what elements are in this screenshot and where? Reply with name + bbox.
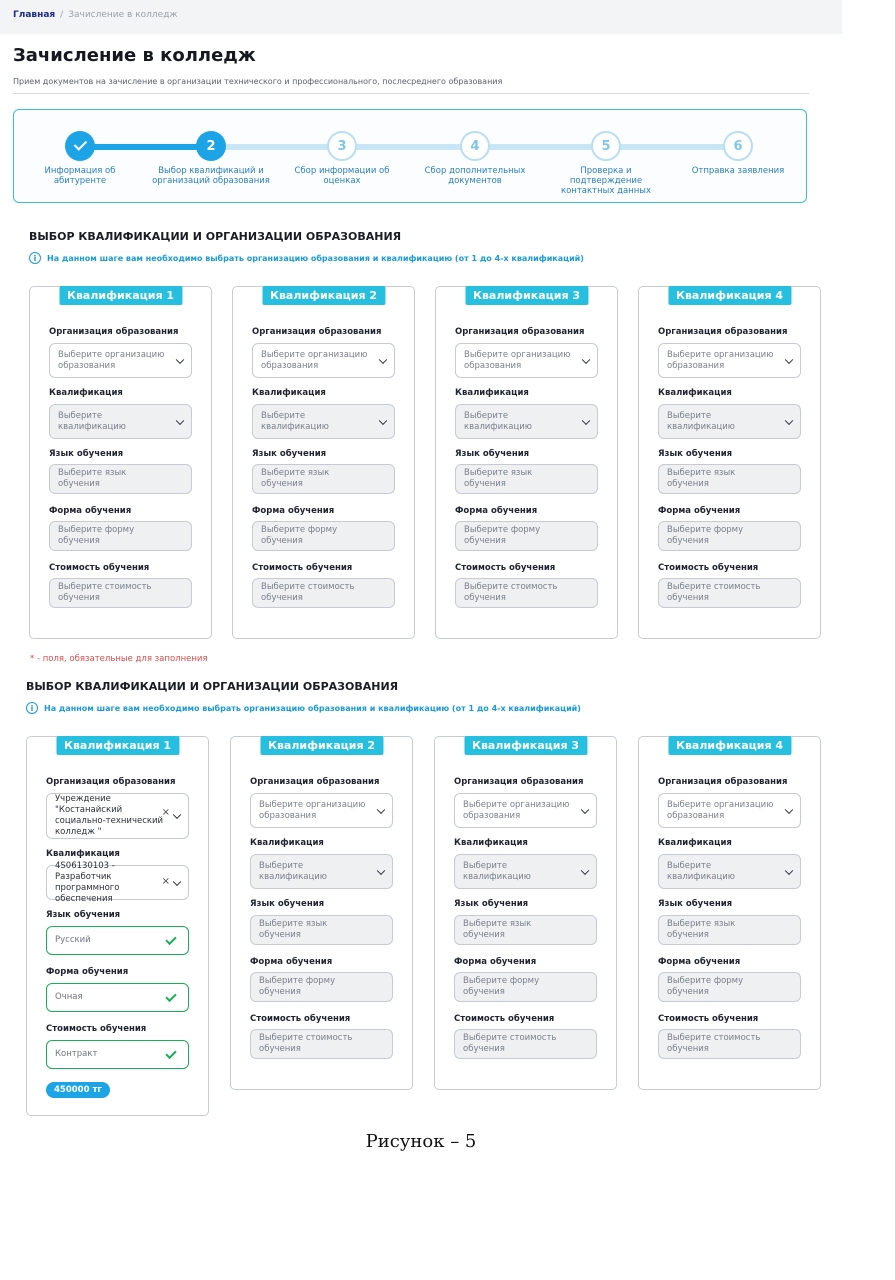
chevron-down-icon: [785, 355, 793, 363]
qual-placeholder: Выберите квалификацию: [261, 410, 329, 432]
stepper-track-done: [80, 144, 211, 150]
qual-select[interactable]: [454, 854, 597, 889]
org-placeholder: Выберите организацию образования: [464, 349, 571, 371]
org-placeholder: Выберите организацию образования: [58, 349, 165, 371]
org-select[interactable]: [250, 793, 393, 828]
org-label: Организация образования: [252, 327, 382, 337]
lang-label: Язык обучения: [250, 899, 325, 909]
lang-label: Язык обучения: [49, 449, 124, 459]
qualification-card-3: [435, 286, 618, 639]
lang-select[interactable]: [455, 464, 598, 494]
org-select[interactable]: [252, 343, 395, 378]
org-label: Организация образования: [658, 327, 788, 337]
form-label: Форма обучения: [46, 967, 129, 977]
form-placeholder: Выберите форму обучения: [58, 525, 135, 546]
lang-placeholder: Выберите язык обучения: [463, 919, 532, 940]
form-label: Форма обучения: [455, 506, 538, 516]
qual-label: Квалификация: [455, 388, 529, 398]
step-5-label: Проверка и подтверждение контактных данных: [560, 166, 652, 196]
qualification-card-4: [638, 736, 821, 1090]
clear-icon[interactable]: ×: [161, 807, 170, 819]
step-1-circle[interactable]: [65, 131, 95, 161]
qual-select[interactable]: [250, 854, 393, 889]
chevron-down-icon: [173, 877, 181, 885]
lang-value: Русский: [55, 935, 91, 945]
page-title: Зачисление в колледж: [13, 45, 256, 66]
chevron-down-icon: [176, 416, 184, 424]
chevron-down-icon: [785, 416, 793, 424]
cost-placeholder: Выберите стоимость обучения: [667, 582, 761, 603]
cost-placeholder: Выберите стоимость обучения: [58, 582, 152, 603]
info-icon: i: [29, 252, 41, 264]
check-icon: [73, 137, 86, 150]
qual-select[interactable]: [46, 860, 189, 904]
required-fields-note: * - поля, обязательные для заполнения: [30, 654, 208, 664]
org-select[interactable]: [49, 343, 192, 378]
org-label: Организация образования: [455, 327, 585, 337]
form-placeholder: Выберите форму обучения: [464, 525, 541, 546]
org-placeholder: Выберите организацию образования: [667, 799, 774, 821]
figure-caption: Рисунок – 5: [365, 1131, 477, 1152]
form-label: Форма обучения: [658, 506, 741, 516]
form-select[interactable]: [455, 521, 598, 551]
chevron-down-icon: [785, 866, 793, 874]
qualification-card-1: [29, 286, 212, 639]
info-text: На данном шаге вам необходимо выбрать организацию образования и квалификацию (от 1 до 4-х квалификаций): [44, 703, 581, 713]
card-badge: Квалификация 1: [59, 286, 182, 305]
cost-label: Стоимость обучения: [49, 563, 150, 573]
qual-placeholder: Выберите квалификацию: [464, 410, 532, 432]
form-select[interactable]: [658, 972, 801, 1002]
breadcrumb-separator: /: [60, 10, 64, 20]
form-placeholder: Выберите форму обучения: [667, 525, 744, 546]
lang-select[interactable]: [658, 464, 801, 494]
cost-placeholder: Выберите стоимость обучения: [261, 582, 355, 603]
form-label: Форма обучения: [658, 957, 741, 967]
divider: [13, 93, 809, 94]
form-value: Очная: [55, 992, 83, 1002]
lang-label: Язык обучения: [658, 899, 733, 909]
qualification-card-4: [638, 286, 821, 639]
org-select[interactable]: [658, 793, 801, 828]
org-value: Учреждение "Костанайский социально-технический колледж ": [55, 794, 164, 837]
breadcrumb-home-link[interactable]: Главная: [13, 10, 56, 20]
form-label: Форма обучения: [49, 506, 132, 516]
org-select[interactable]: [454, 793, 597, 828]
lang-label: Язык обучения: [454, 899, 529, 909]
check-icon: [165, 990, 176, 1001]
cost-select[interactable]: [454, 1029, 597, 1059]
qual-placeholder: Выберите квалификацию: [259, 860, 327, 882]
qual-label: Квалификация: [658, 838, 732, 848]
step-1-label: Информация об абитуренте: [44, 166, 116, 186]
check-icon: [165, 1047, 176, 1058]
price-badge: 450000 тг: [46, 1082, 110, 1098]
org-label: Организация образования: [658, 777, 788, 787]
cost-select[interactable]: [252, 578, 395, 608]
cost-label: Стоимость обучения: [46, 1024, 147, 1034]
cost-placeholder: Выберите стоимость обучения: [463, 1033, 557, 1054]
form-select[interactable]: [250, 972, 393, 1002]
form-label: Форма обучения: [454, 957, 537, 967]
card-badge: Квалификация 3: [465, 286, 588, 305]
cost-label: Стоимость обучения: [658, 1014, 759, 1024]
step-6-circle[interactable]: 6: [723, 131, 753, 161]
qual-label: Квалификация: [454, 838, 528, 848]
lang-select[interactable]: [658, 915, 801, 945]
lang-label: Язык обучения: [658, 449, 733, 459]
step-2-label: Выбор квалификаций и организаций образования: [152, 166, 270, 186]
qual-label: Квалификация: [49, 388, 123, 398]
form-placeholder: Выберите форму обучения: [261, 525, 338, 546]
org-select[interactable]: [658, 343, 801, 378]
qual-label: Квалификация: [252, 388, 326, 398]
chevron-down-icon: [377, 805, 385, 813]
card-badge: Квалификация 3: [464, 736, 587, 755]
form-label: Форма обучения: [250, 957, 333, 967]
qualification-card-2: [232, 286, 415, 639]
qual-select[interactable]: [49, 404, 192, 439]
card-badge: Квалификация 4: [668, 736, 791, 755]
form-select[interactable]: [252, 521, 395, 551]
cost-select[interactable]: [49, 578, 192, 608]
card-badge: Квалификация 1: [56, 736, 179, 755]
cost-label: Стоимость обучения: [454, 1014, 555, 1024]
lang-placeholder: Выберите язык обучения: [259, 919, 328, 940]
qual-value: 4S06130103 - Разработчик программного обеспечения: [55, 860, 120, 904]
org-label: Организация образования: [250, 777, 380, 787]
cost-label: Стоимость обучения: [252, 563, 353, 573]
lang-placeholder: Выберите язык обучения: [667, 468, 736, 489]
qual-select[interactable]: [658, 404, 801, 439]
form-select[interactable]: [658, 521, 801, 551]
qualification-card-1-filled: [26, 736, 209, 1116]
qual-placeholder: Выберите квалификацию: [667, 410, 735, 432]
qual-label: Квалификация: [46, 849, 120, 859]
cost-select[interactable]: [455, 578, 598, 608]
lang-label: Язык обучения: [252, 449, 327, 459]
chevron-down-icon: [582, 355, 590, 363]
card-badge: Квалификация 2: [262, 286, 385, 305]
info-icon: i: [26, 702, 38, 714]
cost-label: Стоимость обучения: [658, 563, 759, 573]
lang-select[interactable]: [49, 464, 192, 494]
org-placeholder: Выберите организацию образования: [261, 349, 368, 371]
form-label: Форма обучения: [252, 506, 335, 516]
chevron-down-icon: [379, 355, 387, 363]
chevron-down-icon: [581, 805, 589, 813]
page-subtitle: Прием документов на зачисление в организации технического и профессионального, послесреднего образования: [13, 77, 503, 86]
qual-placeholder: Выберите квалификацию: [463, 860, 531, 882]
cost-label: Стоимость обучения: [250, 1014, 351, 1024]
lang-placeholder: Выберите язык обучения: [667, 919, 736, 940]
cost-placeholder: Выберите стоимость обучения: [667, 1033, 761, 1054]
cost-select[interactable]: [658, 578, 801, 608]
org-select[interactable]: [455, 343, 598, 378]
qual-select[interactable]: [252, 404, 395, 439]
qual-select[interactable]: [455, 404, 598, 439]
form-placeholder: Выберите форму обучения: [259, 976, 336, 997]
qualification-card-3: [434, 736, 617, 1090]
qualification-card-2: [230, 736, 413, 1090]
chevron-down-icon: [377, 866, 385, 874]
qual-select[interactable]: [658, 854, 801, 889]
step-4-circle[interactable]: 4: [460, 131, 490, 161]
info-note: [26, 702, 581, 714]
chevron-down-icon: [379, 416, 387, 424]
form-select[interactable]: [49, 521, 192, 551]
lang-select[interactable]: [454, 915, 597, 945]
step-3-circle[interactable]: 3: [327, 131, 357, 161]
qual-placeholder: Выберите квалификацию: [58, 410, 126, 432]
cost-select[interactable]: [658, 1029, 801, 1059]
cost-select[interactable]: [250, 1029, 393, 1059]
chevron-down-icon: [173, 811, 181, 819]
info-text: На данном шаге вам необходимо выбрать организацию образования и квалификацию (от 1 до 4-х квалификаций): [47, 253, 584, 263]
check-icon: [165, 933, 176, 944]
card-badge: Квалификация 2: [260, 736, 383, 755]
cost-placeholder: Выберите стоимость обучения: [259, 1033, 353, 1054]
card-badge: Квалификация 4: [668, 286, 791, 305]
org-label: Организация образования: [46, 777, 176, 787]
chevron-down-icon: [581, 866, 589, 874]
lang-select[interactable]: [250, 915, 393, 945]
step-5-circle[interactable]: 5: [591, 131, 621, 161]
org-placeholder: Выберите организацию образования: [667, 349, 774, 371]
org-label: Организация образования: [454, 777, 584, 787]
clear-icon[interactable]: ×: [161, 875, 170, 887]
qual-label: Квалификация: [250, 838, 324, 848]
lang-select[interactable]: [46, 926, 189, 955]
org-select[interactable]: [46, 793, 189, 839]
section-title: ВЫБОР КВАЛИФИКАЦИИ И ОРГАНИЗАЦИИ ОБРАЗОВАНИЯ: [29, 230, 402, 243]
cost-value: Контракт: [55, 1049, 98, 1059]
org-label: Организация образования: [49, 327, 179, 337]
section-title: ВЫБОР КВАЛИФИКАЦИИ И ОРГАНИЗАЦИИ ОБРАЗОВАНИЯ: [26, 680, 399, 693]
info-note: [29, 252, 584, 264]
step-4-label: Сбор дополнительных документов: [424, 166, 526, 186]
cost-label: Стоимость обучения: [455, 563, 556, 573]
lang-label: Язык обучения: [455, 449, 530, 459]
org-placeholder: Выберите организацию образования: [259, 799, 366, 821]
form-placeholder: Выберите форму обучения: [463, 976, 540, 997]
step-3-label: Сбор информации об оценках: [294, 166, 390, 186]
lang-label: Язык обучения: [46, 910, 121, 920]
cost-placeholder: Выберите стоимость обучения: [464, 582, 558, 603]
qual-placeholder: Выберите квалификацию: [667, 860, 735, 882]
form-select[interactable]: [46, 983, 189, 1012]
form-select[interactable]: [454, 972, 597, 1002]
cost-select[interactable]: [46, 1040, 189, 1069]
step-6-label: Отправка заявления: [691, 166, 785, 176]
lang-select[interactable]: [252, 464, 395, 494]
chevron-down-icon: [785, 805, 793, 813]
breadcrumb-current: Зачисление в колледж: [68, 10, 178, 20]
step-2-circle[interactable]: 2: [196, 131, 226, 161]
org-placeholder: Выберите организацию образования: [463, 799, 570, 821]
chevron-down-icon: [582, 416, 590, 424]
breadcrumb: [13, 10, 178, 20]
lang-placeholder: Выберите язык обучения: [464, 468, 533, 489]
chevron-down-icon: [176, 355, 184, 363]
lang-placeholder: Выберите язык обучения: [58, 468, 127, 489]
breadcrumb-bar: [0, 0, 842, 34]
lang-placeholder: Выберите язык обучения: [261, 468, 330, 489]
stepper: [13, 109, 807, 203]
qual-label: Квалификация: [658, 388, 732, 398]
form-placeholder: Выберите форму обучения: [667, 976, 744, 997]
